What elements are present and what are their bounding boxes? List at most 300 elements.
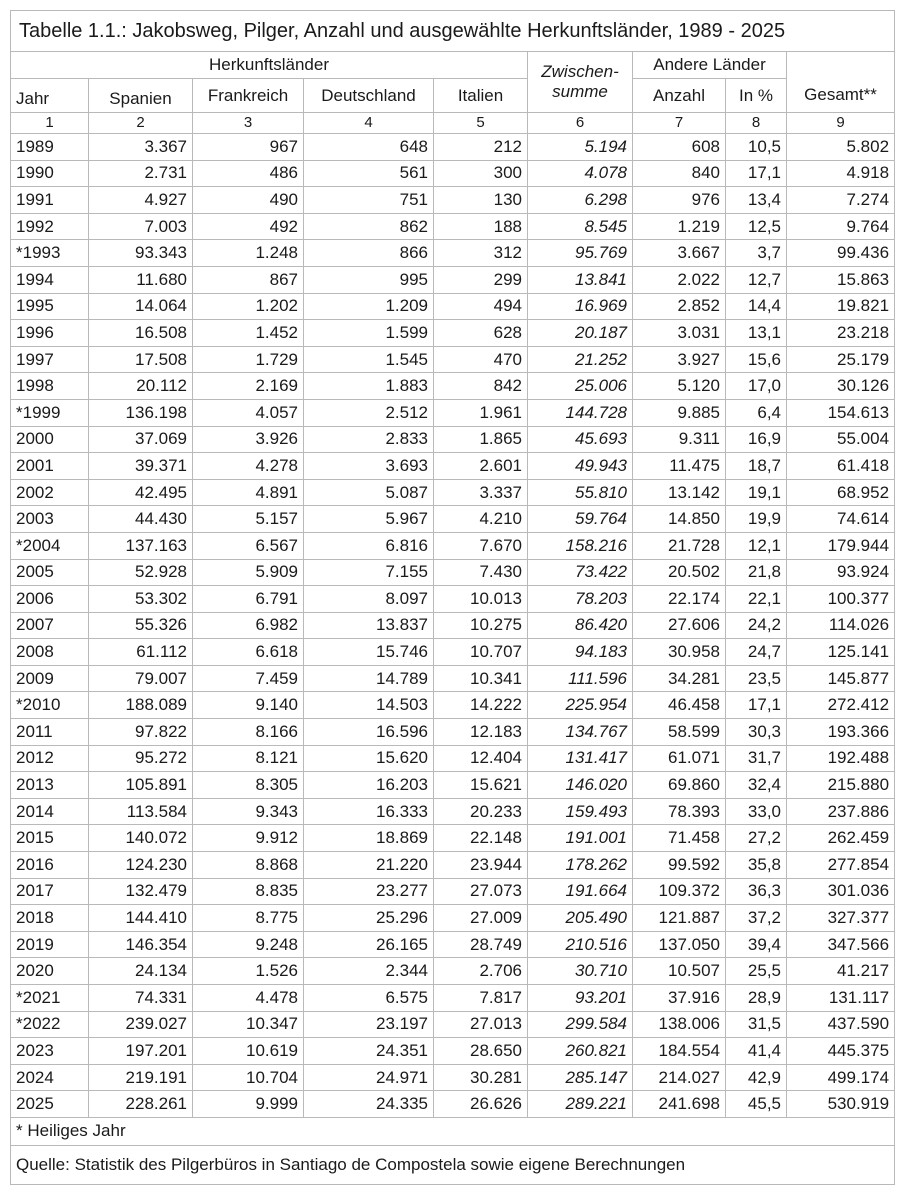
cell-zwischensumme: 210.516 [528, 931, 633, 958]
table-row [11, 719, 895, 746]
cell-gesamt: 15.863 [787, 266, 895, 293]
cell-jahr: 1989 [11, 134, 89, 161]
cell-frankreich: 1.202 [193, 293, 304, 320]
column-number-row [11, 113, 895, 134]
cell-spanien: 16.508 [89, 320, 193, 347]
cell-jahr: 1992 [11, 213, 89, 240]
cell-italien: 212 [434, 134, 528, 161]
cell-italien: 22.148 [434, 825, 528, 852]
cell-spanien: 44.430 [89, 506, 193, 533]
cell-andere-anzahl: 3.927 [633, 346, 726, 373]
cell-andere-anzahl: 22.174 [633, 586, 726, 613]
cell-deutschland: 5.087 [304, 479, 434, 506]
cell-andere-anzahl: 69.860 [633, 772, 726, 799]
header-row-1 [11, 52, 895, 79]
cell-deutschland: 1.545 [304, 346, 434, 373]
cell-jahr: *2004 [11, 532, 89, 559]
cell-spanien: 239.027 [89, 1011, 193, 1038]
cell-gesamt: 4.918 [787, 160, 895, 187]
cell-andere-prozent: 27,2 [726, 825, 787, 852]
header-zwischensumme-line2: summe [552, 82, 608, 101]
column-number: 6 [528, 113, 633, 134]
cell-gesamt: 347.566 [787, 931, 895, 958]
column-number: 2 [89, 113, 193, 134]
cell-andere-prozent: 25,5 [726, 958, 787, 985]
cell-spanien: 93.343 [89, 240, 193, 267]
cell-jahr: *1999 [11, 399, 89, 426]
cell-deutschland: 15.746 [304, 639, 434, 666]
table-row [11, 426, 895, 453]
cell-andere-anzahl: 34.281 [633, 665, 726, 692]
cell-deutschland: 6.816 [304, 532, 434, 559]
cell-zwischensumme: 49.943 [528, 453, 633, 480]
table-row [11, 1091, 895, 1118]
cell-frankreich: 8.868 [193, 852, 304, 879]
cell-andere-prozent: 31,5 [726, 1011, 787, 1038]
cell-frankreich: 5.157 [193, 506, 304, 533]
cell-spanien: 136.198 [89, 399, 193, 426]
cell-deutschland: 561 [304, 160, 434, 187]
cell-andere-prozent: 13,4 [726, 187, 787, 214]
cell-italien: 14.222 [434, 692, 528, 719]
cell-gesamt: 272.412 [787, 692, 895, 719]
cell-gesamt: 41.217 [787, 958, 895, 985]
cell-andere-prozent: 3,7 [726, 240, 787, 267]
cell-jahr: *2021 [11, 985, 89, 1012]
cell-frankreich: 1.526 [193, 958, 304, 985]
header-deutschland: Deutschland [304, 79, 434, 113]
cell-zwischensumme: 73.422 [528, 559, 633, 586]
cell-frankreich: 8.121 [193, 745, 304, 772]
table-row [11, 213, 895, 240]
cell-zwischensumme: 205.490 [528, 905, 633, 932]
cell-gesamt: 93.924 [787, 559, 895, 586]
cell-andere-prozent: 28,9 [726, 985, 787, 1012]
cell-gesamt: 61.418 [787, 453, 895, 480]
cell-andere-prozent: 35,8 [726, 852, 787, 879]
cell-italien: 27.009 [434, 905, 528, 932]
table-row [11, 240, 895, 267]
table-body [11, 134, 895, 1118]
cell-spanien: 14.064 [89, 293, 193, 320]
cell-spanien: 79.007 [89, 665, 193, 692]
cell-jahr: 1991 [11, 187, 89, 214]
table-row [11, 931, 895, 958]
cell-spanien: 228.261 [89, 1091, 193, 1118]
cell-deutschland: 7.155 [304, 559, 434, 586]
table-row [11, 772, 895, 799]
table-row [11, 293, 895, 320]
cell-zwischensumme: 5.194 [528, 134, 633, 161]
cell-zwischensumme: 134.767 [528, 719, 633, 746]
cell-zwischensumme: 21.252 [528, 346, 633, 373]
cell-andere-anzahl: 976 [633, 187, 726, 214]
cell-gesamt: 193.366 [787, 719, 895, 746]
cell-jahr: 2009 [11, 665, 89, 692]
cell-jahr: 1996 [11, 320, 89, 347]
table-row [11, 905, 895, 932]
cell-andere-anzahl: 2.022 [633, 266, 726, 293]
cell-andere-anzahl: 30.958 [633, 639, 726, 666]
cell-jahr: 2011 [11, 719, 89, 746]
table-row [11, 958, 895, 985]
header-italien: Italien [434, 79, 528, 113]
cell-deutschland: 862 [304, 213, 434, 240]
cell-zwischensumme: 289.221 [528, 1091, 633, 1118]
cell-gesamt: 125.141 [787, 639, 895, 666]
cell-gesamt: 114.026 [787, 612, 895, 639]
cell-italien: 12.404 [434, 745, 528, 772]
cell-andere-prozent: 22,1 [726, 586, 787, 613]
cell-andere-anzahl: 20.502 [633, 559, 726, 586]
header-zwischensumme-line1: Zwischen- [541, 62, 619, 81]
cell-frankreich: 9.343 [193, 798, 304, 825]
table-row [11, 134, 895, 161]
cell-frankreich: 9.140 [193, 692, 304, 719]
cell-deutschland: 25.296 [304, 905, 434, 932]
table-row [11, 852, 895, 879]
cell-spanien: 97.822 [89, 719, 193, 746]
cell-gesamt: 179.944 [787, 532, 895, 559]
cell-spanien: 4.927 [89, 187, 193, 214]
cell-spanien: 37.069 [89, 426, 193, 453]
cell-gesamt: 445.375 [787, 1038, 895, 1065]
cell-gesamt: 499.174 [787, 1064, 895, 1091]
cell-spanien: 140.072 [89, 825, 193, 852]
cell-spanien: 55.326 [89, 612, 193, 639]
cell-andere-prozent: 24,7 [726, 639, 787, 666]
cell-zwischensumme: 191.001 [528, 825, 633, 852]
cell-italien: 23.944 [434, 852, 528, 879]
cell-italien: 27.073 [434, 878, 528, 905]
table-row [11, 825, 895, 852]
cell-frankreich: 10.619 [193, 1038, 304, 1065]
cell-frankreich: 4.057 [193, 399, 304, 426]
cell-jahr: 2006 [11, 586, 89, 613]
cell-jahr: 2005 [11, 559, 89, 586]
cell-spanien: 124.230 [89, 852, 193, 879]
cell-zwischensumme: 93.201 [528, 985, 633, 1012]
header-herkunftslaender: Herkunftsländer [11, 52, 528, 79]
cell-andere-prozent: 15,6 [726, 346, 787, 373]
cell-andere-prozent: 30,3 [726, 719, 787, 746]
cell-jahr: 2001 [11, 453, 89, 480]
cell-andere-prozent: 37,2 [726, 905, 787, 932]
cell-spanien: 113.584 [89, 798, 193, 825]
cell-gesamt: 192.488 [787, 745, 895, 772]
cell-gesamt: 327.377 [787, 905, 895, 932]
cell-frankreich: 867 [193, 266, 304, 293]
cell-gesamt: 277.854 [787, 852, 895, 879]
cell-deutschland: 16.596 [304, 719, 434, 746]
cell-frankreich: 2.169 [193, 373, 304, 400]
cell-andere-prozent: 39,4 [726, 931, 787, 958]
cell-italien: 312 [434, 240, 528, 267]
cell-jahr: 2014 [11, 798, 89, 825]
cell-frankreich: 8.166 [193, 719, 304, 746]
cell-andere-prozent: 32,4 [726, 772, 787, 799]
cell-zwischensumme: 4.078 [528, 160, 633, 187]
header-jahr: Jahr [11, 79, 89, 113]
cell-zwischensumme: 111.596 [528, 665, 633, 692]
cell-zwischensumme: 30.710 [528, 958, 633, 985]
cell-zwischensumme: 20.187 [528, 320, 633, 347]
cell-jahr: *1993 [11, 240, 89, 267]
cell-jahr: 2007 [11, 612, 89, 639]
cell-gesamt: 301.036 [787, 878, 895, 905]
cell-andere-prozent: 42,9 [726, 1064, 787, 1091]
cell-frankreich: 490 [193, 187, 304, 214]
cell-jahr: *2022 [11, 1011, 89, 1038]
column-number: 7 [633, 113, 726, 134]
cell-gesamt: 262.459 [787, 825, 895, 852]
cell-italien: 842 [434, 373, 528, 400]
cell-andere-anzahl: 46.458 [633, 692, 726, 719]
cell-jahr: *2010 [11, 692, 89, 719]
cell-zwischensumme: 158.216 [528, 532, 633, 559]
cell-andere-prozent: 12,7 [726, 266, 787, 293]
cell-andere-anzahl: 27.606 [633, 612, 726, 639]
cell-spanien: 146.354 [89, 931, 193, 958]
cell-andere-anzahl: 9.885 [633, 399, 726, 426]
cell-zwischensumme: 95.769 [528, 240, 633, 267]
cell-gesamt: 100.377 [787, 586, 895, 613]
cell-jahr: 2003 [11, 506, 89, 533]
cell-spanien: 39.371 [89, 453, 193, 480]
cell-frankreich: 10.347 [193, 1011, 304, 1038]
cell-zwischensumme: 59.764 [528, 506, 633, 533]
cell-frankreich: 6.618 [193, 639, 304, 666]
cell-zwischensumme: 94.183 [528, 639, 633, 666]
cell-deutschland: 14.789 [304, 665, 434, 692]
cell-italien: 299 [434, 266, 528, 293]
table-row [11, 373, 895, 400]
cell-italien: 27.013 [434, 1011, 528, 1038]
column-number: 1 [11, 113, 89, 134]
cell-andere-anzahl: 608 [633, 134, 726, 161]
cell-zwischensumme: 285.147 [528, 1064, 633, 1091]
cell-deutschland: 15.620 [304, 745, 434, 772]
cell-andere-anzahl: 109.372 [633, 878, 726, 905]
cell-frankreich: 8.775 [193, 905, 304, 932]
cell-andere-anzahl: 840 [633, 160, 726, 187]
cell-jahr: 2013 [11, 772, 89, 799]
cell-gesamt: 68.952 [787, 479, 895, 506]
header-in-prozent: In % [726, 79, 787, 113]
cell-frankreich: 7.459 [193, 665, 304, 692]
cell-italien: 2.706 [434, 958, 528, 985]
cell-andere-prozent: 6,4 [726, 399, 787, 426]
footnote-row [11, 1117, 895, 1145]
cell-deutschland: 18.869 [304, 825, 434, 852]
cell-andere-prozent: 13,1 [726, 320, 787, 347]
cell-andere-anzahl: 37.916 [633, 985, 726, 1012]
cell-andere-anzahl: 3.031 [633, 320, 726, 347]
cell-deutschland: 6.575 [304, 985, 434, 1012]
cell-andere-prozent: 19,9 [726, 506, 787, 533]
footnote: * Heiliges Jahr [11, 1117, 895, 1145]
cell-italien: 30.281 [434, 1064, 528, 1091]
cell-andere-anzahl: 14.850 [633, 506, 726, 533]
header-zwischensumme [528, 52, 633, 113]
table-title: Tabelle 1.1.: Jakobsweg, Pilger, Anzahl und ausgewählte Herkunftsländer, 1989 - 2025 [11, 11, 895, 52]
cell-andere-anzahl: 9.311 [633, 426, 726, 453]
cell-jahr: 1998 [11, 373, 89, 400]
cell-frankreich: 9.248 [193, 931, 304, 958]
table-row [11, 612, 895, 639]
source-note: Quelle: Statistik des Pilgerbüros in Santiago de Compostela sowie eigene Berechnungen [11, 1145, 895, 1184]
cell-italien: 628 [434, 320, 528, 347]
cell-deutschland: 995 [304, 266, 434, 293]
cell-andere-anzahl: 78.393 [633, 798, 726, 825]
cell-italien: 494 [434, 293, 528, 320]
cell-spanien: 52.928 [89, 559, 193, 586]
cell-andere-anzahl: 11.475 [633, 453, 726, 480]
table-row [11, 187, 895, 214]
cell-jahr: 1990 [11, 160, 89, 187]
cell-deutschland: 24.351 [304, 1038, 434, 1065]
header-gesamt-top [787, 52, 895, 79]
cell-gesamt: 154.613 [787, 399, 895, 426]
cell-andere-prozent: 17,0 [726, 373, 787, 400]
cell-jahr: 1994 [11, 266, 89, 293]
cell-andere-prozent: 18,7 [726, 453, 787, 480]
cell-deutschland: 2.833 [304, 426, 434, 453]
cell-jahr: 2015 [11, 825, 89, 852]
title-row [11, 11, 895, 52]
cell-andere-anzahl: 99.592 [633, 852, 726, 879]
header-andere-laender: Andere Länder [633, 52, 787, 79]
cell-andere-anzahl: 184.554 [633, 1038, 726, 1065]
cell-zwischensumme: 8.545 [528, 213, 633, 240]
cell-deutschland: 5.967 [304, 506, 434, 533]
cell-deutschland: 1.883 [304, 373, 434, 400]
cell-italien: 12.183 [434, 719, 528, 746]
cell-zwischensumme: 260.821 [528, 1038, 633, 1065]
cell-italien: 10.341 [434, 665, 528, 692]
column-number: 9 [787, 113, 895, 134]
cell-spanien: 53.302 [89, 586, 193, 613]
cell-zwischensumme: 25.006 [528, 373, 633, 400]
cell-gesamt: 55.004 [787, 426, 895, 453]
cell-jahr: 2002 [11, 479, 89, 506]
cell-andere-anzahl: 2.852 [633, 293, 726, 320]
cell-gesamt: 9.764 [787, 213, 895, 240]
cell-deutschland: 1.209 [304, 293, 434, 320]
header-spanien: Spanien [89, 79, 193, 113]
cell-gesamt: 145.877 [787, 665, 895, 692]
cell-zwischensumme: 86.420 [528, 612, 633, 639]
cell-andere-anzahl: 1.219 [633, 213, 726, 240]
cell-italien: 28.650 [434, 1038, 528, 1065]
cell-deutschland: 16.203 [304, 772, 434, 799]
cell-zwischensumme: 6.298 [528, 187, 633, 214]
cell-deutschland: 16.333 [304, 798, 434, 825]
cell-spanien: 11.680 [89, 266, 193, 293]
cell-spanien: 144.410 [89, 905, 193, 932]
cell-deutschland: 23.277 [304, 878, 434, 905]
cell-jahr: 2024 [11, 1064, 89, 1091]
cell-andere-anzahl: 10.507 [633, 958, 726, 985]
cell-spanien: 137.163 [89, 532, 193, 559]
cell-jahr: 2025 [11, 1091, 89, 1118]
cell-deutschland: 866 [304, 240, 434, 267]
cell-deutschland: 1.599 [304, 320, 434, 347]
cell-italien: 10.013 [434, 586, 528, 613]
cell-italien: 7.817 [434, 985, 528, 1012]
cell-jahr: 1995 [11, 293, 89, 320]
cell-andere-anzahl: 61.071 [633, 745, 726, 772]
cell-italien: 1.865 [434, 426, 528, 453]
cell-italien: 3.337 [434, 479, 528, 506]
table-row [11, 878, 895, 905]
column-number: 5 [434, 113, 528, 134]
cell-italien: 130 [434, 187, 528, 214]
cell-spanien: 61.112 [89, 639, 193, 666]
cell-frankreich: 6.982 [193, 612, 304, 639]
cell-andere-anzahl: 214.027 [633, 1064, 726, 1091]
cell-italien: 15.621 [434, 772, 528, 799]
cell-deutschland: 23.197 [304, 1011, 434, 1038]
cell-frankreich: 3.926 [193, 426, 304, 453]
cell-spanien: 197.201 [89, 1038, 193, 1065]
cell-andere-prozent: 17,1 [726, 692, 787, 719]
cell-gesamt: 99.436 [787, 240, 895, 267]
cell-andere-prozent: 21,8 [726, 559, 787, 586]
cell-gesamt: 30.126 [787, 373, 895, 400]
cell-andere-prozent: 36,3 [726, 878, 787, 905]
cell-gesamt: 5.802 [787, 134, 895, 161]
cell-zwischensumme: 16.969 [528, 293, 633, 320]
cell-gesamt: 7.274 [787, 187, 895, 214]
cell-jahr: 2016 [11, 852, 89, 879]
cell-spanien: 7.003 [89, 213, 193, 240]
cell-italien: 26.626 [434, 1091, 528, 1118]
table-row [11, 559, 895, 586]
cell-andere-anzahl: 58.599 [633, 719, 726, 746]
cell-frankreich: 9.999 [193, 1091, 304, 1118]
table-row [11, 399, 895, 426]
cell-frankreich: 4.278 [193, 453, 304, 480]
cell-andere-anzahl: 21.728 [633, 532, 726, 559]
cell-spanien: 42.495 [89, 479, 193, 506]
cell-andere-prozent: 14,4 [726, 293, 787, 320]
cell-andere-anzahl: 13.142 [633, 479, 726, 506]
cell-spanien: 95.272 [89, 745, 193, 772]
cell-gesamt: 74.614 [787, 506, 895, 533]
cell-deutschland: 648 [304, 134, 434, 161]
cell-spanien: 105.891 [89, 772, 193, 799]
cell-andere-anzahl: 138.006 [633, 1011, 726, 1038]
cell-andere-prozent: 12,1 [726, 532, 787, 559]
cell-frankreich: 10.704 [193, 1064, 304, 1091]
cell-gesamt: 215.880 [787, 772, 895, 799]
cell-deutschland: 2.344 [304, 958, 434, 985]
cell-deutschland: 13.837 [304, 612, 434, 639]
table-row [11, 692, 895, 719]
cell-andere-prozent: 16,9 [726, 426, 787, 453]
column-number: 4 [304, 113, 434, 134]
cell-frankreich: 9.912 [193, 825, 304, 852]
cell-jahr: 1997 [11, 346, 89, 373]
table-row [11, 453, 895, 480]
table-row [11, 532, 895, 559]
cell-deutschland: 14.503 [304, 692, 434, 719]
cell-zwischensumme: 146.020 [528, 772, 633, 799]
cell-gesamt: 19.821 [787, 293, 895, 320]
cell-frankreich: 4.478 [193, 985, 304, 1012]
cell-deutschland: 21.220 [304, 852, 434, 879]
